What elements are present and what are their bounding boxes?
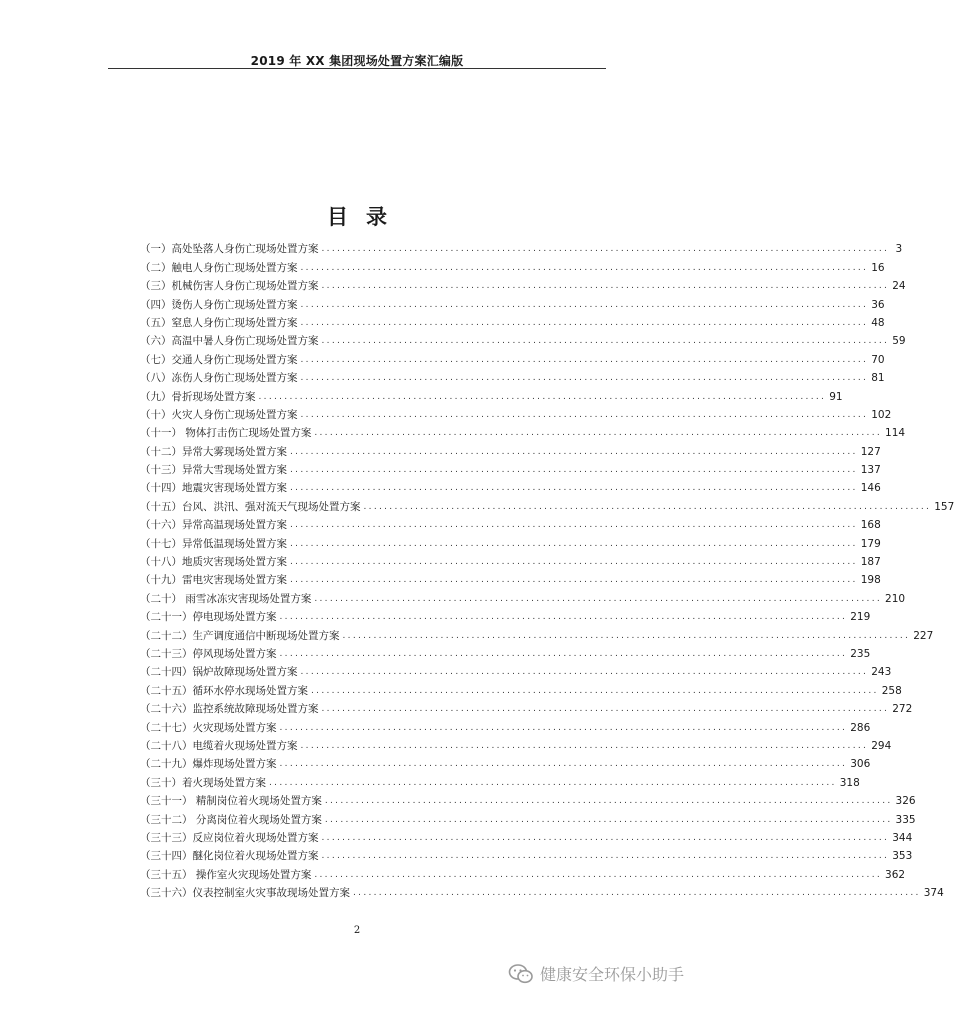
toc-entry-page: 243 xyxy=(871,666,892,679)
toc-leader-dots: .............................................................................................................. xyxy=(300,667,869,678)
toc-entry-label: （九）骨折现场处置方案 xyxy=(140,390,256,403)
toc-leader-dots: .............................................................................................................. xyxy=(353,888,921,899)
toc-entry-page: 326 xyxy=(895,795,916,808)
toc-entry[interactable] xyxy=(140,367,885,385)
toc-entry[interactable] xyxy=(140,459,881,477)
toc-entry[interactable] xyxy=(140,624,934,642)
toc-entry-page: 294 xyxy=(871,739,892,752)
toc-leader-dots: .............................................................................................................. xyxy=(300,354,869,365)
toc-entry[interactable] xyxy=(140,238,903,256)
toc-entry[interactable] xyxy=(140,808,916,826)
toc-entry-page: 258 xyxy=(881,684,902,697)
toc-leader-dots: .............................................................................................................. xyxy=(324,814,893,825)
toc-entry-page: 235 xyxy=(850,647,871,660)
toc-entry[interactable] xyxy=(140,827,913,845)
toc-leader-dots: .............................................................................................................. xyxy=(363,501,932,512)
toc-entry-label: （十四）地震灾害现场处置方案 xyxy=(140,482,287,495)
toc-entry-label: （三十六）仪表控制室火灾事故现场处置方案 xyxy=(140,887,350,900)
toc-entry-label: （三十三）反应岗位着火现场处置方案 xyxy=(140,831,319,844)
toc-entry[interactable] xyxy=(140,440,881,458)
toc-entry[interactable] xyxy=(140,385,843,403)
toc-entry-page: 102 xyxy=(871,408,892,421)
table-of-contents xyxy=(140,238,954,900)
toc-entry-label: （十）火灾人身伤亡现场处置方案 xyxy=(140,408,298,421)
toc-entry-label: （二十一）停电现场处置方案 xyxy=(140,611,277,624)
toc-entry-label: （五）窒息人身伤亡现场处置方案 xyxy=(140,316,298,329)
toc-entry-label: （三十五） 操作室火灾现场处置方案 xyxy=(140,868,312,881)
toc-leader-dots: .............................................................................................................. xyxy=(314,869,883,880)
toc-entry-page: 362 xyxy=(885,868,906,881)
toc-entry-label: （十五）台风、洪汛、强对流天气现场处置方案 xyxy=(140,500,361,513)
toc-leader-dots: .............................................................................................................. xyxy=(290,446,858,457)
toc-entry[interactable] xyxy=(140,753,871,771)
toc-entry[interactable] xyxy=(140,348,885,366)
toc-entry-label: （二十五）循环水停水现场处置方案 xyxy=(140,684,308,697)
toc-leader-dots: .............................................................................................................. xyxy=(300,409,869,420)
toc-entry-label: （三十四）醚化岗位着火现场处置方案 xyxy=(140,850,319,863)
toc-entry[interactable] xyxy=(140,551,881,569)
toc-entry-page: 335 xyxy=(895,813,916,826)
toc-entry-label: （十一） 物体打击伤亡现场处置方案 xyxy=(140,427,312,440)
toc-entry[interactable] xyxy=(140,845,913,863)
toc-leader-dots: .............................................................................................................. xyxy=(321,704,890,715)
toc-entry-label: （三）机械伤害人身伤亡现场处置方案 xyxy=(140,280,319,293)
toc-entry-label: （二十八）电缆着火现场处置方案 xyxy=(140,739,298,752)
toc-leader-dots: .............................................................................................................. xyxy=(300,299,869,310)
toc-entry-page: 374 xyxy=(923,887,944,900)
toc-entry[interactable] xyxy=(140,790,916,808)
toc-entry-page: 114 xyxy=(885,427,906,440)
toc-entry[interactable] xyxy=(140,312,885,330)
toc-leader-dots: .............................................................................................................. xyxy=(279,759,848,770)
toc-entry-label: （三十）着火现场处置方案 xyxy=(140,776,266,789)
toc-entry-page: 127 xyxy=(860,445,881,458)
toc-entry[interactable] xyxy=(140,661,892,679)
header-rule xyxy=(108,68,606,69)
toc-entry-page: 16 xyxy=(871,261,885,274)
toc-leader-dots: .............................................................................................................. xyxy=(290,557,858,568)
toc-entry[interactable] xyxy=(140,275,906,293)
toc-entry-page: 81 xyxy=(871,372,885,385)
toc-entry-page: 36 xyxy=(871,298,885,311)
toc-entry-page: 344 xyxy=(892,831,913,844)
toc-entry[interactable] xyxy=(140,495,954,513)
toc-entry[interactable] xyxy=(140,716,871,734)
toc-entry[interactable] xyxy=(140,882,944,900)
toc-leader-dots: .............................................................................................................. xyxy=(300,740,869,751)
toc-leader-dots: .............................................................................................................. xyxy=(321,832,890,843)
toc-entry-page: 272 xyxy=(892,703,913,716)
toc-entry-label: （十九）雷电灾害现场处置方案 xyxy=(140,574,287,587)
toc-entry-label: （三十一） 精制岗位着火现场处置方案 xyxy=(140,795,322,808)
toc-title: 目录 xyxy=(327,204,405,229)
toc-entry-page: 219 xyxy=(850,611,871,624)
toc-entry[interactable] xyxy=(140,256,885,274)
toc-entry-page: 210 xyxy=(885,592,906,605)
toc-entry-page: 70 xyxy=(871,353,885,366)
toc-entry-page: 91 xyxy=(829,390,843,403)
toc-entry-label: （十二）异常大雾现场处置方案 xyxy=(140,445,287,458)
page-number: 2 xyxy=(353,925,361,936)
toc-leader-dots: .............................................................................................................. xyxy=(324,796,893,807)
toc-entry-page: 168 xyxy=(860,519,881,532)
toc-entry-label: （十三）异常大雪现场处置方案 xyxy=(140,464,287,477)
page-header: 2019 年 XX 集团现场处置方案汇编版 xyxy=(250,54,464,68)
toc-entry[interactable] xyxy=(140,422,906,440)
toc-entry-label: （二十九）爆炸现场处置方案 xyxy=(140,758,277,771)
toc-leader-dots: .............................................................................................................. xyxy=(300,262,869,273)
toc-entry-page: 227 xyxy=(913,629,934,642)
toc-entry-page: 187 xyxy=(860,556,881,569)
toc-entry[interactable] xyxy=(140,771,860,789)
toc-entry-label: （二十三）停风现场处置方案 xyxy=(140,647,277,660)
toc-entry-label: （十七）异常低温现场处置方案 xyxy=(140,537,287,550)
toc-entry[interactable] xyxy=(140,643,871,661)
toc-leader-dots: .............................................................................................................. xyxy=(321,244,890,255)
toc-entry-label: （一）高处坠落人身伤亡现场处置方案 xyxy=(140,243,319,256)
toc-leader-dots: .............................................................................................................. xyxy=(321,336,890,347)
toc-entry-page: 157 xyxy=(934,500,954,513)
toc-entry[interactable] xyxy=(140,606,871,624)
toc-entry-label: （二十二）生产调度通信中断现场处置方案 xyxy=(140,629,340,642)
toc-entry-page: 318 xyxy=(839,776,860,789)
toc-entry[interactable] xyxy=(140,569,881,587)
toc-entry[interactable] xyxy=(140,587,906,605)
toc-entry[interactable] xyxy=(140,863,906,881)
toc-entry[interactable] xyxy=(140,679,902,697)
toc-leader-dots: .............................................................................................................. xyxy=(300,373,869,384)
toc-leader-dots: .............................................................................................................. xyxy=(279,612,848,623)
toc-entry-page: 146 xyxy=(860,482,881,495)
toc-entry-page: 59 xyxy=(892,335,906,348)
toc-entry-label: （二）触电人身伤亡现场处置方案 xyxy=(140,261,298,274)
toc-leader-dots: .............................................................................................................. xyxy=(321,851,890,862)
toc-entry-page: 3 xyxy=(895,243,903,256)
toc-leader-dots: .............................................................................................................. xyxy=(258,391,827,402)
toc-entry[interactable] xyxy=(140,532,881,550)
toc-entry-label: （四）烫伤人身伤亡现场处置方案 xyxy=(140,298,298,311)
toc-leader-dots: .............................................................................................................. xyxy=(290,483,858,494)
toc-entry-page: 198 xyxy=(860,574,881,587)
toc-entry[interactable] xyxy=(140,330,906,348)
toc-entry-label: （二十七）火灾现场处置方案 xyxy=(140,721,277,734)
toc-entry[interactable] xyxy=(140,735,892,753)
toc-leader-dots: .............................................................................................................. xyxy=(300,317,869,328)
toc-entry[interactable] xyxy=(140,404,892,422)
toc-leader-dots: .............................................................................................................. xyxy=(290,538,858,549)
toc-leader-dots: .............................................................................................................. xyxy=(290,575,858,586)
toc-leader-dots: .............................................................................................................. xyxy=(290,465,858,476)
watermark-text: 健康安全环保小助手 xyxy=(540,965,685,984)
toc-entry-label: （十六）异常高温现场处置方案 xyxy=(140,519,287,532)
toc-leader-dots: .............................................................................................................. xyxy=(321,281,890,292)
toc-entry-page: 48 xyxy=(871,316,885,329)
toc-entry-label: （八）冻伤人身伤亡现场处置方案 xyxy=(140,372,298,385)
toc-entry-label: （二十六）监控系统故障现场处置方案 xyxy=(140,703,319,716)
toc-entry-label: （七）交通人身伤亡现场处置方案 xyxy=(140,353,298,366)
toc-entry-label: （二十） 雨雪冰冻灾害现场处置方案 xyxy=(140,592,312,605)
toc-entry[interactable] xyxy=(140,293,885,311)
toc-entry-label: （十八）地质灾害现场处置方案 xyxy=(140,556,287,569)
toc-entry-page: 137 xyxy=(860,464,881,477)
toc-entry-page: 179 xyxy=(860,537,881,550)
toc-entry-label: （二十四）锅炉故障现场处置方案 xyxy=(140,666,298,679)
toc-entry[interactable] xyxy=(140,477,881,495)
toc-entry-page: 353 xyxy=(892,850,913,863)
wechat-icon xyxy=(508,963,534,985)
toc-leader-dots: .............................................................................................................. xyxy=(342,630,911,641)
toc-entry-label: （三十二） 分离岗位着火现场处置方案 xyxy=(140,813,322,826)
toc-leader-dots: .............................................................................................................. xyxy=(311,685,879,696)
watermark xyxy=(508,962,684,985)
toc-leader-dots: .............................................................................................................. xyxy=(314,593,883,604)
toc-entry-label: （六）高温中暑人身伤亡现场处置方案 xyxy=(140,335,319,348)
toc-entry[interactable] xyxy=(140,698,913,716)
toc-entry-page: 306 xyxy=(850,758,871,771)
toc-leader-dots: .............................................................................................................. xyxy=(314,428,883,439)
toc-leader-dots: .............................................................................................................. xyxy=(290,520,858,531)
toc-entry-page: 286 xyxy=(850,721,871,734)
toc-leader-dots: .............................................................................................................. xyxy=(279,722,848,733)
toc-entry-page: 24 xyxy=(892,280,906,293)
toc-leader-dots: .............................................................................................................. xyxy=(279,648,848,659)
toc-leader-dots: .............................................................................................................. xyxy=(269,777,837,788)
toc-entry[interactable] xyxy=(140,514,881,532)
